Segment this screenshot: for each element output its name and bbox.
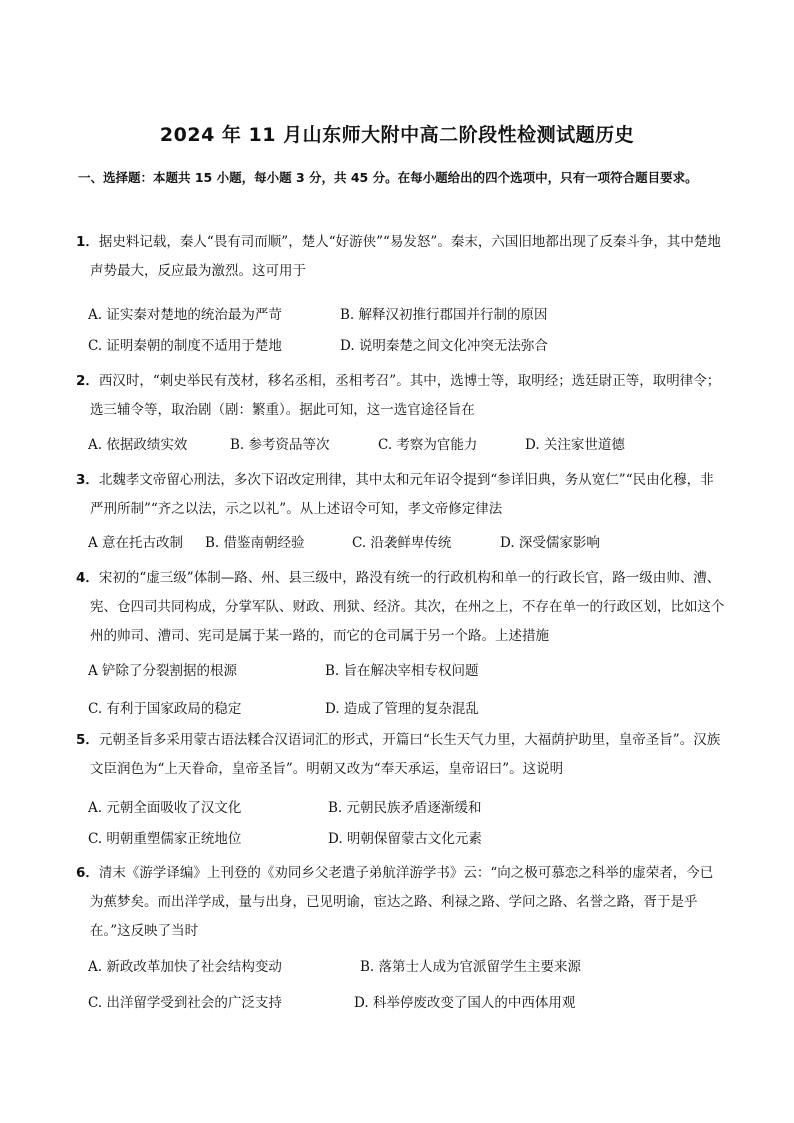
question-6-option-d: D. 科举停废改变了国人的中西体用观 bbox=[354, 995, 576, 1011]
question-number: 6． bbox=[76, 865, 99, 881]
question-5-stem bbox=[76, 726, 726, 784]
question-text: 据史料记载，秦人“畏有司而顺”，楚人“好游侠”“易发怒”。秦末，六国旧地都出现了反秦斗争，其中楚地声势最大，反应最为激烈。这可用于 bbox=[90, 234, 721, 279]
question-text: 宋初的“虚三级”体制—路、州、县三级中，路没有统一的行政机构和单一的行政长官，路一级由帅、漕、宪、仓四司共同构成，分掌军队、财政、刑狱、经济。其次，在州之上，不存在单一的行政区划，比如这个州的帅司、漕司、宪司是属于某一路的，而它的仓司属于另一个路。上述措施 bbox=[90, 570, 725, 644]
question-text: 清末《游学译编》上刊登的《劝同乡父老遣子弟航洋游学书》云：“向之极可慕恋之科举的虚荣者，今已为蕉梦矣。而出洋学成，量与出身，已见明谕，宦达之路、利禄之路、学问之路、名誉之路，胥于是乎在。”这反映了当时 bbox=[90, 865, 714, 939]
question-1-option-b: B. 解释汉初推行郡国并行制的原因 bbox=[340, 307, 548, 323]
question-1-option-c: C. 证明秦朝的制度不适用于楚地 bbox=[88, 338, 282, 354]
question-4-stem bbox=[76, 564, 726, 651]
question-5-option-c: C. 明朝重塑儒家正统地位 bbox=[88, 831, 242, 847]
question-5-option-b: B. 元朝民族矛盾逐渐缓和 bbox=[328, 800, 482, 816]
question-6-option-c: C. 出洋留学受到社会的广泛支持 bbox=[88, 995, 282, 1011]
question-2-option-a: A. 依据政绩实效 bbox=[88, 437, 188, 453]
question-number: 2． bbox=[76, 373, 99, 389]
question-number: 4． bbox=[76, 570, 99, 586]
question-1-stem bbox=[76, 228, 726, 286]
question-1-option-d: D. 说明秦楚之间文化冲突无法弥合 bbox=[340, 338, 548, 354]
question-6-option-a: A. 新政改革加快了社会结构变动 bbox=[88, 959, 282, 975]
question-number: 5． bbox=[76, 732, 99, 748]
question-3-option-d: D. 深受儒家影响 bbox=[500, 535, 600, 551]
question-2-option-c: C. 考察为官能力 bbox=[378, 437, 478, 453]
question-5-option-a: A. 元朝全面吸收了汉文化 bbox=[88, 800, 242, 816]
question-3-option-c: C. 沿袭鲜卑传统 bbox=[352, 535, 452, 551]
question-6-stem bbox=[76, 859, 726, 946]
page-title: 2024 年 11 月山东师大附中高二阶段性检测试题历史 bbox=[159, 124, 635, 146]
question-4-option-a: A 铲除了分裂割据的根源 bbox=[88, 663, 238, 679]
question-4-option-c: C. 有利于国家政局的稳定 bbox=[88, 701, 242, 717]
question-text: 元朝圣旨多采用蒙古语法糅合汉语词汇的形式，开篇曰“长生天气力里，大福荫护助里，皇帝圣旨”。汉族文臣润色为“上天眷命，皇帝圣旨”。明朝又改为“奉天承运，皇帝诏曰”。这说明 bbox=[90, 732, 721, 777]
question-2-option-b: B. 参考资品等次 bbox=[230, 437, 330, 453]
question-3-option-b: B. 借鉴南朝经验 bbox=[205, 535, 305, 551]
question-number: 3． bbox=[76, 472, 99, 488]
question-text: 北魏孝文帝留心刑法，多次下诏改定刑律，其中太和元年诏令提到“参详旧典，务从宽仁”“民由化穆，非严刑所制”“齐之以法，示之以礼”。从上述诏令可知，孝文帝修定律法 bbox=[90, 472, 714, 517]
question-4-option-b: B. 旨在解决宰相专权问题 bbox=[325, 663, 479, 679]
question-3-option-a: A 意在托古改制 bbox=[88, 535, 184, 551]
question-2-option-d: D. 关注家世道德 bbox=[525, 437, 625, 453]
question-4-option-d: D. 造成了管理的复杂混乱 bbox=[325, 701, 479, 717]
question-1-option-a: A. 证实秦对楚地的统治最为严苛 bbox=[88, 307, 282, 323]
question-6-option-b: B. 落第士人成为官派留学生主要来源 bbox=[360, 959, 582, 975]
section-heading: 一、选择题：本题共 15 小题，每小题 3 分，共 45 分。在每小题给出的四个选项中，只有一项符合题目要求。 bbox=[78, 170, 698, 185]
question-2-stem bbox=[76, 367, 726, 425]
question-3-stem bbox=[76, 466, 726, 524]
question-5-option-d: D. 明朝保留蒙古文化元素 bbox=[328, 831, 482, 847]
question-text: 西汉时，“刺史举民有茂材，移名丞相，丞相考召”。其中，选博士等，取明经；选廷尉正等，取明律令；选三辅令等，取治剧（剧：繁重）。据此可知，这一选官途径旨在 bbox=[90, 373, 721, 418]
question-number: 1． bbox=[76, 234, 99, 250]
